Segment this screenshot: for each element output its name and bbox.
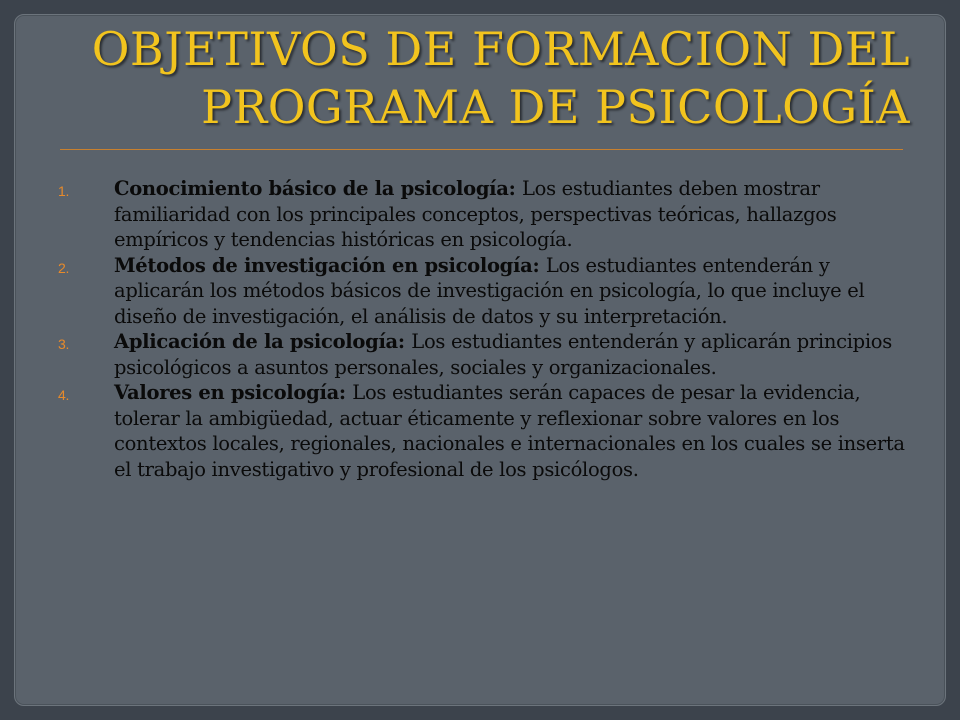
objective-number: 1.: [58, 183, 70, 199]
objective-text: Los estudiantes entenderán y aplicarán principios psicológicos a asuntos personales, sociales y organizacionales.: [114, 330, 892, 379]
slide-title-line-2: PROGRAMA DE PSICOLOGÍA: [201, 80, 910, 134]
objective-item: [58, 380, 908, 482]
objective-heading: Aplicación de la psicología:: [114, 330, 412, 353]
objective-text: Los estudiantes entenderán y aplicarán los métodos básicos de investigación en psicología, lo que incluye el diseño de investigación, el análisis de datos y su interpretación.: [114, 253, 865, 328]
objective-item: [58, 329, 908, 380]
objectives-list: [58, 176, 908, 482]
objective-number: 4.: [58, 387, 70, 403]
objective-heading: Valores en psicología:: [114, 381, 353, 404]
objective-item: [58, 176, 908, 253]
objective-item: [58, 253, 908, 330]
objective-heading: Conocimiento básico de la psicología:: [114, 177, 522, 200]
objective-number: 2.: [58, 259, 70, 276]
slide-title: [60, 20, 910, 136]
title-divider: [60, 149, 903, 150]
objective-text: Los estudiantes deben mostrar familiaridad con los principales conceptos, perspectivas teóricas, hallazgos empíricos y tendencias históricas en psicología.: [114, 177, 837, 251]
objective-text: Los estudiantes serán capaces de pesar la evidencia, tolerar la ambigüedad, actuar éticamente y reflexionar sobre valores en los contextos locales, regionales, nacionales e internacionales en los cuales se inserta el trabajo investigativo y profesional de los psicólogos.: [114, 381, 905, 481]
slide-title-line-1: OBJETIVOS DE FORMACION DEL: [91, 22, 910, 76]
objective-heading: Métodos de investigación en psicología:: [114, 253, 546, 277]
objective-number: 3.: [58, 336, 70, 352]
